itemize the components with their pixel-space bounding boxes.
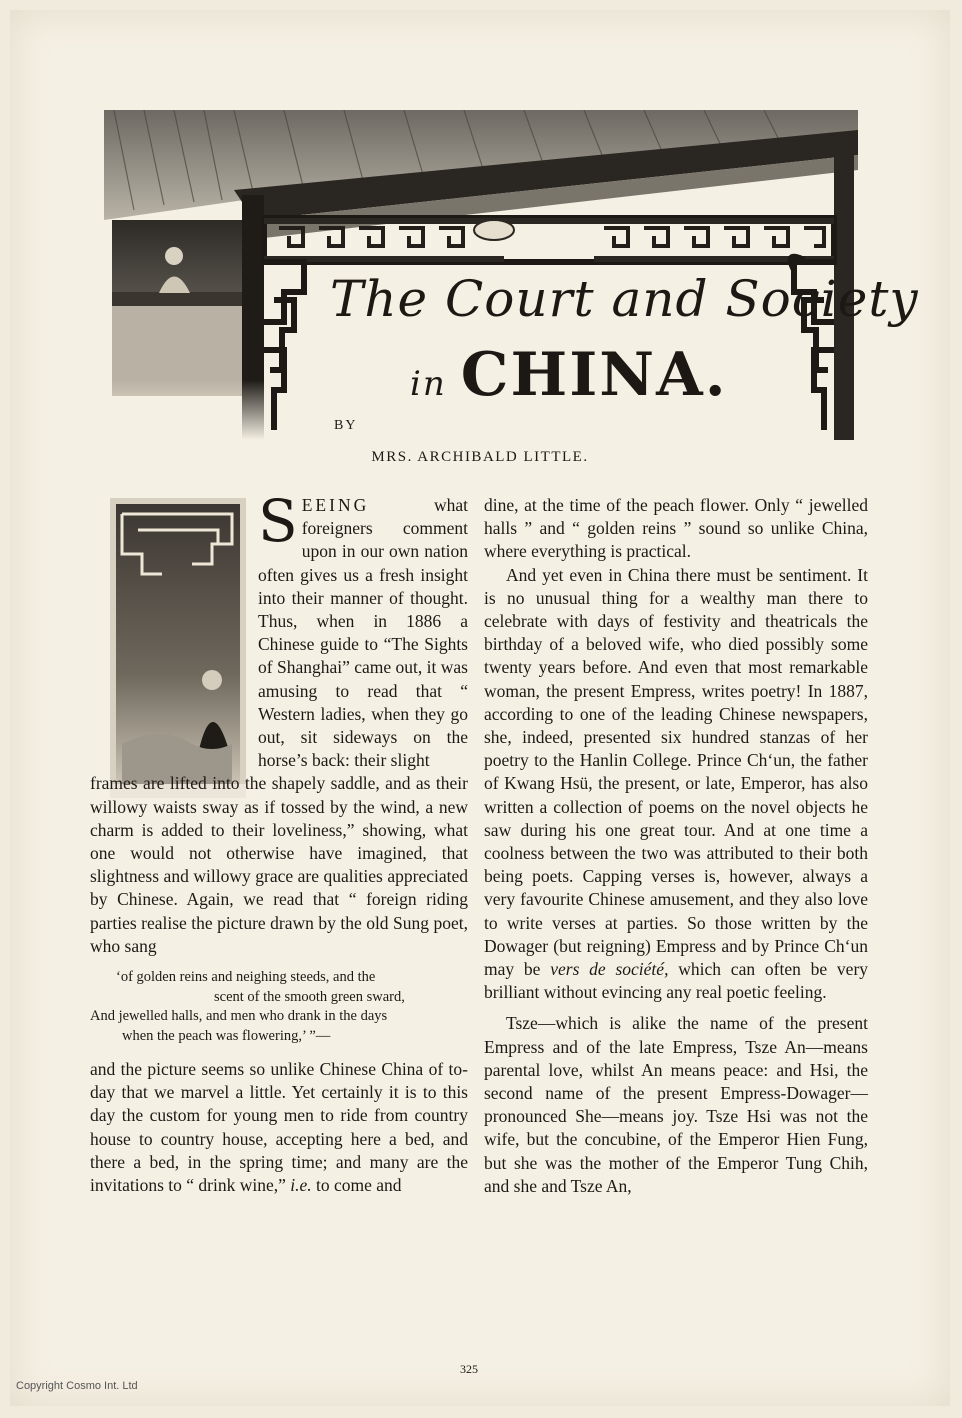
paragraph-text: and the picture seems so unlike Chinese China of to-day that we marvel a little. Yet certainly it is to this day the custom for young men to ride from country house to country house, accepting here a bed, and there a bed, in the spring time; and many are the invitations to “ drink wine,” <box>90 1059 468 1196</box>
title-country: CHINA. <box>460 340 728 410</box>
paragraph <box>484 564 868 1005</box>
opening-word: EEING <box>301 495 370 515</box>
paragraph: dine, at the time of the peach flower. Only “ jewelled halls ” and “ golden reins ” sound so unlike China, where everything is practical. <box>484 495 868 562</box>
paragraph-continued: frames are lifted into the shapely saddle, and as their willowy waists sway as if tossed by the wind, a new charm is added to their loveliness,” showing, what one would not otherwise have imagined, that slightness and willowy grace are qualities appreciated by Chinese. Again, we read that “ foreign riding parties realise the picture drawn by the old Sung poet, who sang <box>90 773 468 956</box>
verse-quote <box>90 968 468 1046</box>
opening-text: what foreigners comment upon in our own nation often gives us a fresh insight into their manner of thought. Thus, when in 1886 a Chinese guide to “The Sights of Shanghai” came out, it was amusing to read that “ Western ladies, when they go out, sit sideways on the horse’s back: their slight <box>258 495 468 771</box>
column-left <box>90 487 468 1197</box>
byline-author: MRS. ARCHIBALD LITTLE. <box>371 449 589 465</box>
copyright-notice: Copyright Cosmo Int. Ltd <box>16 1380 138 1392</box>
verse-line: ‘of golden reins and neighing steeds, and the <box>116 969 376 986</box>
title-in: in <box>410 364 447 404</box>
paragraph-italic: i.e. <box>290 1175 312 1196</box>
verse-line: when the peach was flowering,’ ”— <box>122 1027 331 1044</box>
paragraph-text: to come and <box>316 1175 402 1196</box>
opening-paragraph <box>90 487 468 772</box>
verse-line: And jewelled halls, and men who drank in the days <box>90 1008 388 1025</box>
paragraph-after-verse <box>90 1058 468 1197</box>
drop-cap: S <box>258 487 298 555</box>
byline-by: BY <box>334 418 358 433</box>
paragraph-text: And yet even in China there must be sentiment. It is no unusual thing for a wealthy man there to celebrate with days of festivity and theatricals the birthday of a beloved wife, who died possibly some twenty years before. And even that most remarkable woman, the present Empress, writes poetry! In 1887, according to one of the leading Chinese newspapers, she, indeed, presented six hundred stanzas of her poetry to the Hanlin College. Prince Ch‘un, the father of Kwang Hsü, the present, or late, Emperor, has also written a collection of poems on the novel objects he saw during his one great tour. And at one time a coolness between the two was attributed to their both being poets. Capping verses is, however, always a very favourite Chinese amusement, and they also love to write verses at parties. So those written by the Dowager (but reigning) Empress and by Prince Ch‘un may be <box>484 564 868 980</box>
column-right <box>484 494 868 1198</box>
title-line-2 <box>410 340 728 410</box>
article-title <box>320 270 919 420</box>
paragraph: Tsze—which is alike the name of the present Empress and of the late Empress, Tsze An—means parental love, whilst An means peace: and Hsi, the second name of the present Empress-Dowager—pronounced She—means joy. Tsze Hsi was not the wife, but the concubine, of the Emperor Hien Fung, but she was the mother of the Emperor Tung Chih, and she and Tsze An, <box>484 1013 868 1196</box>
page-number: 325 <box>460 1362 478 1376</box>
verse-line: scent of the smooth green sward, <box>214 988 405 1005</box>
paragraph-italic: vers de société, <box>550 959 669 980</box>
paragraph-text: which can often be very brilliant without evincing any real poetic feeling. <box>484 959 869 1003</box>
title-line-1: The Court and Society <box>330 270 919 328</box>
